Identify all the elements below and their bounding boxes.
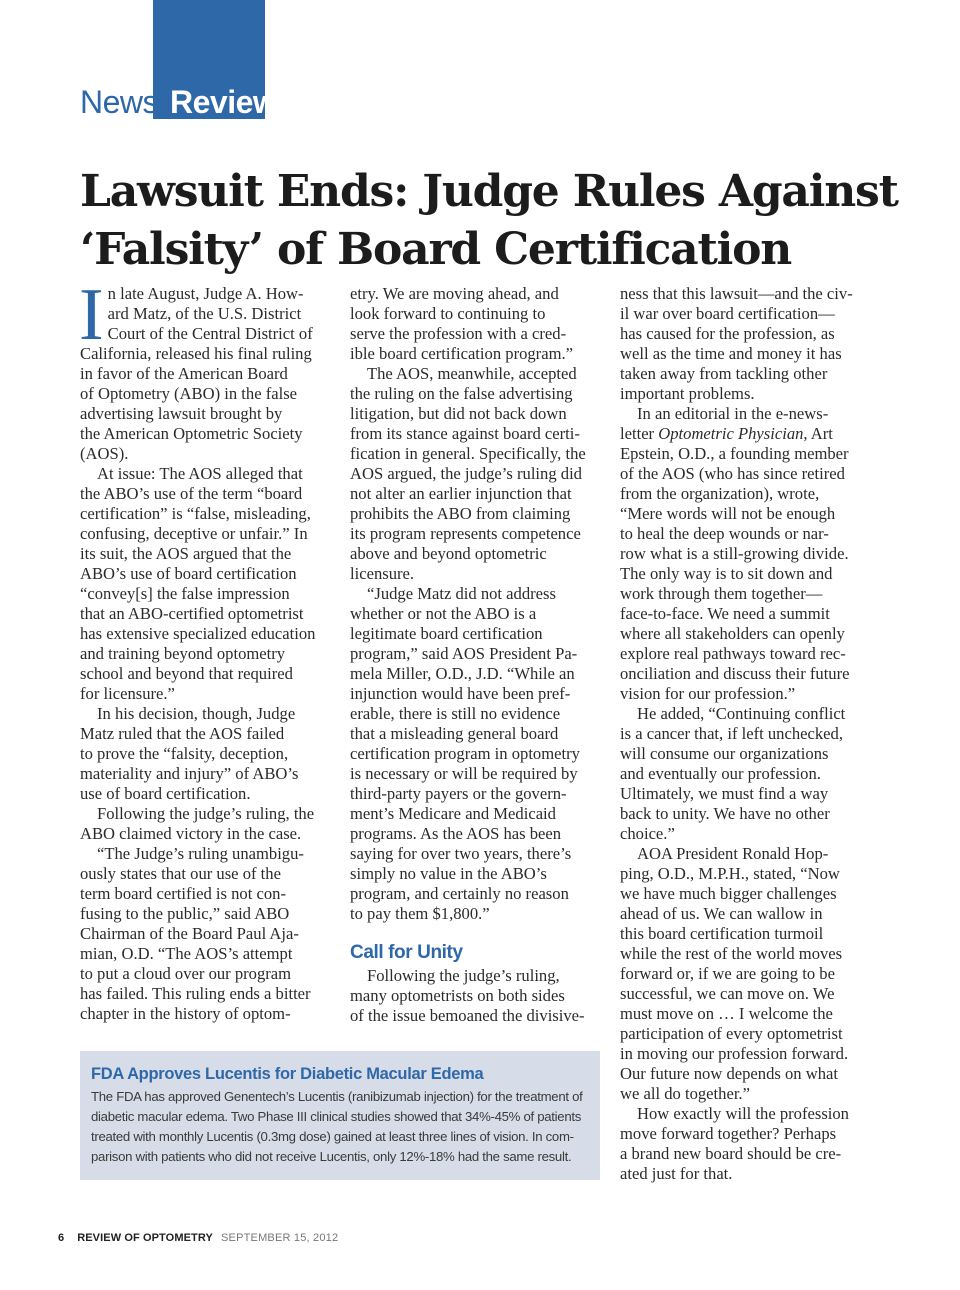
text-line: will consume our organizations <box>620 744 829 763</box>
article-headline <box>80 163 900 279</box>
text-line: The FDA has approved Genentech’s Lucentis (ranibizumab injection) for the treatment of <box>91 1089 583 1104</box>
paragraph <box>80 844 332 1024</box>
text-line: back to unity. We have no other <box>620 804 830 823</box>
paragraph <box>350 584 602 924</box>
text-line <box>620 424 872 444</box>
section-label-news: News <box>80 84 159 120</box>
text-line: to pay them $1,800.” <box>350 904 490 923</box>
text-line: of Optometry (ABO) in the false <box>80 384 298 403</box>
text-line: work through them together— <box>620 584 823 603</box>
text-line: while the rest of the world moves <box>620 944 843 963</box>
text-line: of the issue bemoaned the divisive- <box>350 1006 585 1025</box>
headline-line-2: ‘Falsity’ of Board Certification <box>80 224 792 275</box>
text-line: we have much bigger challenges <box>620 884 837 903</box>
paragraph <box>80 704 332 804</box>
text-line: in moving our profession forward. <box>620 1044 849 1063</box>
text-line: important problems. <box>620 384 755 403</box>
text-line: row what is a still-growing divide. <box>620 544 849 563</box>
text-line: to put a cloud over our program <box>80 964 292 983</box>
text-line: program, and certainly no reason <box>350 884 569 903</box>
text-line: has failed. This ruling ends a bitter <box>80 984 311 1003</box>
text-line: move forward together? Perhaps <box>620 1124 837 1143</box>
paragraph <box>80 804 332 844</box>
text-line: AOA President Ronald Hop- <box>637 844 829 863</box>
text-line: not alter an earlier injunction that <box>350 484 572 503</box>
text-line: we all do together.” <box>620 1084 750 1103</box>
text-line: third-party payers or the govern- <box>350 784 567 803</box>
paragraph <box>620 704 872 844</box>
text-line: “convey[s] the false impression <box>80 584 290 603</box>
text-line: that a misleading general board <box>350 724 559 743</box>
text-line: to heal the deep wounds or nar- <box>620 524 829 543</box>
text-line: certification program in optometry <box>350 744 580 763</box>
drop-cap: I <box>79 274 104 356</box>
text-fragment: Art <box>807 424 833 443</box>
text-line: program,” said AOS President Pa- <box>350 644 578 663</box>
text-line: its program represents competence <box>350 524 581 543</box>
text-line: Chairman of the Board Paul Aja- <box>80 924 299 943</box>
text-line: and eventually our profession. <box>620 764 821 783</box>
text-line: Our future now depends on what <box>620 1064 838 1083</box>
page-number: 6 <box>58 1232 65 1244</box>
text-line: ously states that our use of the <box>80 864 281 883</box>
paragraph <box>620 844 872 1104</box>
text-line: mela Miller, O.D., J.D. “While an <box>350 664 575 683</box>
text-line: The only way is to sit down and <box>620 564 833 583</box>
text-line: ible board certification program.” <box>350 344 573 363</box>
text-line: simply no value in the ABO’s <box>350 864 547 883</box>
text-line: n late August, Judge A. How- <box>107 284 304 303</box>
text-line: litigation, but did not back down <box>350 404 567 423</box>
text-line: successful, we can move on. We <box>620 984 835 1003</box>
text-line: ment’s Medicare and Medicaid <box>350 804 556 823</box>
text-line: In his decision, though, Judge <box>97 704 296 723</box>
text-line: has caused for the profession, as <box>620 324 835 343</box>
text-line: that an ABO-certified optometrist <box>80 604 304 623</box>
section-header <box>80 78 277 122</box>
news-brief-title: FDA Approves Lucentis for Diabetic Macular Edema <box>91 1065 484 1083</box>
publication-title: Optometric Physician, <box>658 424 808 443</box>
news-brief-body <box>91 1087 588 1167</box>
text-line: parison with patients who did not receive Lucentis, only 12%-18% had the same result. <box>91 1149 572 1164</box>
text-line: In an editorial in the e-news- <box>637 404 829 423</box>
text-line: chapter in the history of optom- <box>80 1004 291 1023</box>
section-label-review: Review <box>170 84 278 120</box>
text-line: “Judge Matz did not address <box>367 584 556 603</box>
text-line: diabetic macular edema. Two Phase III clinical studies showed that 34%-45% of patients <box>91 1109 582 1124</box>
text-line: Court of the Central District of <box>107 324 313 343</box>
text-line: materiality and injury” of ABO’s <box>80 764 299 783</box>
paragraph <box>350 966 602 1026</box>
text-line: “Mere words will not be enough <box>620 504 836 523</box>
text-line: AOS argued, the judge’s ruling did <box>350 464 582 483</box>
text-line: Following the judge’s ruling, the <box>97 804 315 823</box>
text-line: erable, there is still no evidence <box>350 704 561 723</box>
text-line: is a cancer that, if left unchecked, <box>620 724 843 743</box>
text-fragment: letter <box>620 424 659 443</box>
text-line: At issue: The AOS alleged that <box>97 464 303 483</box>
text-line: programs. As the AOS has been <box>350 824 562 843</box>
text-line: face-to-face. We need a summit <box>620 604 830 623</box>
text-line: of the AOS (who has since retired <box>620 464 845 483</box>
text-line: ABO claimed victory in the case. <box>80 824 302 843</box>
text-line: the American Optometric Society <box>80 424 303 443</box>
text-line: “The Judge’s ruling unambigu- <box>97 844 304 863</box>
text-line: serve the profession with a cred- <box>350 324 567 343</box>
text-line: fication in general. Specifically, the <box>350 444 586 463</box>
subhead-call-for-unity: Call for Unity <box>350 942 463 963</box>
text-line: fusing to the public,” said ABO <box>80 904 290 923</box>
text-line: prohibits the ABO from claiming <box>350 504 571 523</box>
text-line: confusing, deceptive or unfair.” In <box>80 524 308 543</box>
paragraph <box>80 464 332 704</box>
text-line: whether or not the ABO is a <box>350 604 537 623</box>
article-column-2 <box>350 284 602 1026</box>
text-line: onciliation and discuss their future <box>620 664 850 683</box>
text-line: ABO’s use of board certification <box>80 564 297 583</box>
text-line: ahead of us. We can wallow in <box>620 904 823 923</box>
text-line: from its stance against board certi- <box>350 424 580 443</box>
paragraph <box>620 284 872 404</box>
publication-name: REVIEW OF OPTOMETRY <box>77 1232 213 1244</box>
text-line: il war over board certification— <box>620 304 835 323</box>
paragraph <box>79 274 332 464</box>
text-line: ated just for that. <box>620 1164 733 1183</box>
headline-line-1: Lawsuit Ends: Judge Rules Against <box>80 166 898 217</box>
text-line: vision for our profession.” <box>620 684 796 703</box>
text-line: a brand new board should be cre- <box>620 1144 842 1163</box>
text-line: advertising lawsuit brought by <box>80 404 283 423</box>
text-line: must move on … I welcome the <box>620 1004 833 1023</box>
text-line: from the organization), wrote, <box>620 484 820 503</box>
paragraph <box>620 404 872 704</box>
issue-date: SEPTEMBER 15, 2012 <box>221 1232 339 1244</box>
text-line: choice.” <box>620 824 675 843</box>
text-line: mian, O.D. “The AOS’s attempt <box>80 944 293 963</box>
paragraph <box>620 1104 872 1184</box>
text-line: the ABO’s use of the term “board <box>80 484 303 503</box>
text-line: and training beyond optometry <box>80 644 286 663</box>
text-line: California, released his final ruling <box>80 344 312 363</box>
text-line: Epstein, O.D., a founding member <box>620 444 849 463</box>
text-line: this board certification turmoil <box>620 924 824 943</box>
text-line: ping, O.D., M.P.H., stated, “Now <box>620 864 840 883</box>
text-line: The AOS, meanwhile, accepted <box>367 364 577 383</box>
page-footer <box>58 1230 338 1246</box>
text-line: How exactly will the profession <box>637 1104 849 1123</box>
paragraph <box>350 284 602 364</box>
text-line: to prove the “falsity, deception, <box>80 744 289 763</box>
text-line: licensure. <box>350 564 415 583</box>
text-line: explore real pathways toward rec- <box>620 644 846 663</box>
text-line: many optometrists on both sides <box>350 986 565 1005</box>
text-line: use of board certification. <box>80 784 251 803</box>
text-line: saying for over two years, there’s <box>350 844 572 863</box>
text-line: for licensure.” <box>80 684 175 703</box>
text-line: ard Matz, of the U.S. District <box>107 304 302 323</box>
text-line: participation of every optometrist <box>620 1024 843 1043</box>
text-line: (AOS). <box>80 444 129 463</box>
article-column-3 <box>620 284 872 1184</box>
text-line: taken away from tackling other <box>620 364 828 383</box>
text-line: treated with monthly Lucentis (0.3mg dose) gained at least three lines of vision. In com- <box>91 1129 574 1144</box>
text-line: its suit, the AOS argued that the <box>80 544 292 563</box>
paragraph <box>350 364 602 584</box>
news-brief-box <box>80 1051 600 1180</box>
text-line: certification” is “false, misleading, <box>80 504 311 523</box>
text-line: He added, “Continuing conflict <box>637 704 846 723</box>
text-line: legitimate board certification <box>350 624 543 643</box>
text-line: injunction would have been pref- <box>350 684 571 703</box>
text-line: ness that this lawsuit—and the civ- <box>620 284 853 303</box>
text-line: well as the time and money it has <box>620 344 842 363</box>
text-line: above and beyond optometric <box>350 544 547 563</box>
text-line: Ultimately, we must find a way <box>620 784 829 803</box>
text-line: school and beyond that required <box>80 664 293 683</box>
article-column-1 <box>79 274 332 1024</box>
text-line: look forward to continuing to <box>350 304 546 323</box>
text-line: Following the judge’s ruling, <box>367 966 560 985</box>
text-line: has extensive specialized education <box>80 624 316 643</box>
text-line: term board certified is not con- <box>80 884 286 903</box>
text-line: Matz ruled that the AOS failed <box>80 724 285 743</box>
text-line: the ruling on the false advertising <box>350 384 573 403</box>
text-line: is necessary or will be required by <box>350 764 578 783</box>
text-line: where all stakeholders can openly <box>620 624 845 643</box>
text-line: forward or, if we are going to be <box>620 964 835 983</box>
text-line: etry. We are moving ahead, and <box>350 284 559 303</box>
text-line: in favor of the American Board <box>80 364 288 383</box>
